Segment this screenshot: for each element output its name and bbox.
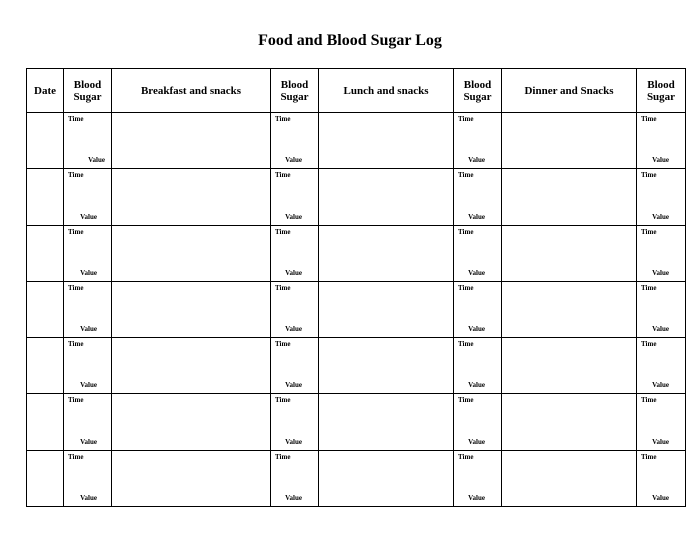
blood-sugar-cell[interactable] [637, 169, 686, 225]
dinner-cell[interactable] [502, 338, 637, 394]
table-row [27, 338, 686, 394]
time-label: Time [458, 283, 474, 292]
blood-sugar-header-1: Blood Sugar [64, 69, 112, 113]
blood-sugar-cell[interactable] [637, 394, 686, 450]
time-label: Time [275, 452, 291, 461]
dinner-cell[interactable] [502, 225, 637, 281]
blood-sugar-cell[interactable] [64, 113, 112, 169]
value-label: Value [80, 325, 97, 334]
blood-sugar-cell[interactable] [454, 281, 502, 337]
time-label: Time [458, 396, 474, 405]
table-row [27, 225, 686, 281]
time-label: Time [641, 171, 657, 180]
date-header: Date [27, 69, 64, 113]
time-label: Time [641, 227, 657, 236]
blood-sugar-cell[interactable] [637, 450, 686, 506]
blood-sugar-cell[interactable] [454, 225, 502, 281]
lunch-cell[interactable] [319, 169, 454, 225]
blood-sugar-cell[interactable] [637, 338, 686, 394]
table-row [27, 281, 686, 337]
blood-sugar-cell[interactable] [454, 338, 502, 394]
blood-sugar-cell[interactable] [271, 338, 319, 394]
blood-sugar-cell[interactable] [271, 394, 319, 450]
dinner-cell[interactable] [502, 394, 637, 450]
time-label: Time [68, 452, 84, 461]
value-label: Value [88, 156, 105, 165]
lunch-cell[interactable] [319, 394, 454, 450]
date-cell[interactable] [27, 338, 64, 394]
value-label: Value [652, 437, 669, 446]
time-label: Time [641, 452, 657, 461]
blood-sugar-cell[interactable] [64, 450, 112, 506]
blood-sugar-cell[interactable] [454, 394, 502, 450]
time-label: Time [458, 340, 474, 349]
time-label: Time [68, 283, 84, 292]
value-label: Value [468, 156, 485, 165]
blood-sugar-cell[interactable] [454, 169, 502, 225]
value-label: Value [468, 212, 485, 221]
blood-sugar-header-4: Blood Sugar [637, 69, 686, 113]
blood-sugar-cell[interactable] [454, 113, 502, 169]
time-label: Time [68, 340, 84, 349]
time-label: Time [458, 227, 474, 236]
date-cell[interactable] [27, 394, 64, 450]
time-label: Time [68, 227, 84, 236]
time-label: Time [275, 227, 291, 236]
date-cell[interactable] [27, 281, 64, 337]
time-label: Time [641, 283, 657, 292]
value-label: Value [652, 494, 669, 502]
time-label: Time [275, 115, 291, 123]
dinner-cell[interactable] [502, 169, 637, 225]
lunch-cell[interactable] [319, 338, 454, 394]
time-label: Time [275, 171, 291, 180]
value-label: Value [468, 494, 485, 502]
blood-sugar-cell[interactable] [637, 225, 686, 281]
date-cell[interactable] [27, 450, 64, 506]
time-label: Time [641, 396, 657, 405]
blood-sugar-cell[interactable] [271, 169, 319, 225]
value-label: Value [468, 381, 485, 390]
blood-sugar-cell[interactable] [271, 450, 319, 506]
blood-sugar-cell[interactable] [637, 281, 686, 337]
value-label: Value [652, 156, 669, 165]
blood-sugar-cell[interactable] [64, 394, 112, 450]
table-row [27, 394, 686, 450]
blood-sugar-cell[interactable] [64, 169, 112, 225]
value-label: Value [285, 381, 302, 390]
lunch-cell[interactable] [319, 113, 454, 169]
value-label: Value [285, 212, 302, 221]
breakfast-header: Breakfast and snacks [112, 69, 271, 113]
breakfast-cell[interactable] [112, 281, 271, 337]
blood-sugar-cell[interactable] [454, 450, 502, 506]
breakfast-cell[interactable] [112, 450, 271, 506]
time-label: Time [641, 340, 657, 349]
blood-sugar-cell[interactable] [271, 281, 319, 337]
lunch-cell[interactable] [319, 281, 454, 337]
blood-sugar-cell[interactable] [271, 225, 319, 281]
lunch-header: Lunch and snacks [319, 69, 454, 113]
value-label: Value [652, 325, 669, 334]
time-label: Time [68, 171, 84, 180]
blood-sugar-cell[interactable] [64, 225, 112, 281]
value-label: Value [285, 325, 302, 334]
time-label: Time [275, 340, 291, 349]
breakfast-cell[interactable] [112, 169, 271, 225]
blood-sugar-cell[interactable] [64, 338, 112, 394]
value-label: Value [468, 437, 485, 446]
time-label: Time [68, 396, 84, 405]
log-table [26, 68, 686, 507]
breakfast-cell[interactable] [112, 113, 271, 169]
dinner-cell[interactable] [502, 113, 637, 169]
table-row [27, 450, 686, 506]
breakfast-cell[interactable] [112, 394, 271, 450]
table-row [27, 113, 686, 169]
breakfast-cell[interactable] [112, 225, 271, 281]
value-label: Value [652, 381, 669, 390]
date-cell[interactable] [27, 113, 64, 169]
dinner-header: Dinner and Snacks [502, 69, 637, 113]
log-body [27, 113, 686, 507]
dinner-cell[interactable] [502, 450, 637, 506]
blood-sugar-cell[interactable] [637, 113, 686, 169]
value-label: Value [285, 268, 302, 277]
value-label: Value [80, 381, 97, 390]
value-label: Value [652, 268, 669, 277]
lunch-cell[interactable] [319, 450, 454, 506]
page-title: Food and Blood Sugar Log [258, 32, 442, 49]
time-label: Time [275, 396, 291, 405]
time-label: Time [68, 115, 84, 123]
table-row [27, 169, 686, 225]
blood-sugar-header-2: Blood Sugar [271, 69, 319, 113]
value-label: Value [468, 268, 485, 277]
time-label: Time [458, 171, 474, 180]
breakfast-cell[interactable] [112, 338, 271, 394]
date-cell[interactable] [27, 169, 64, 225]
value-label: Value [285, 494, 302, 502]
time-label: Time [458, 115, 474, 123]
value-label: Value [80, 494, 97, 502]
lunch-cell[interactable] [319, 225, 454, 281]
blood-sugar-cell[interactable] [64, 281, 112, 337]
value-label: Value [468, 325, 485, 334]
value-label: Value [80, 437, 97, 446]
value-label: Value [80, 212, 97, 221]
value-label: Value [652, 212, 669, 221]
time-label: Time [458, 452, 474, 461]
value-label: Value [285, 437, 302, 446]
blood-sugar-header-3: Blood Sugar [454, 69, 502, 113]
value-label: Value [80, 268, 97, 277]
time-label: Time [275, 283, 291, 292]
value-label: Value [285, 156, 302, 165]
header-row [27, 69, 686, 113]
date-cell[interactable] [27, 225, 64, 281]
blood-sugar-cell[interactable] [271, 113, 319, 169]
time-label: Time [641, 115, 657, 123]
dinner-cell[interactable] [502, 281, 637, 337]
